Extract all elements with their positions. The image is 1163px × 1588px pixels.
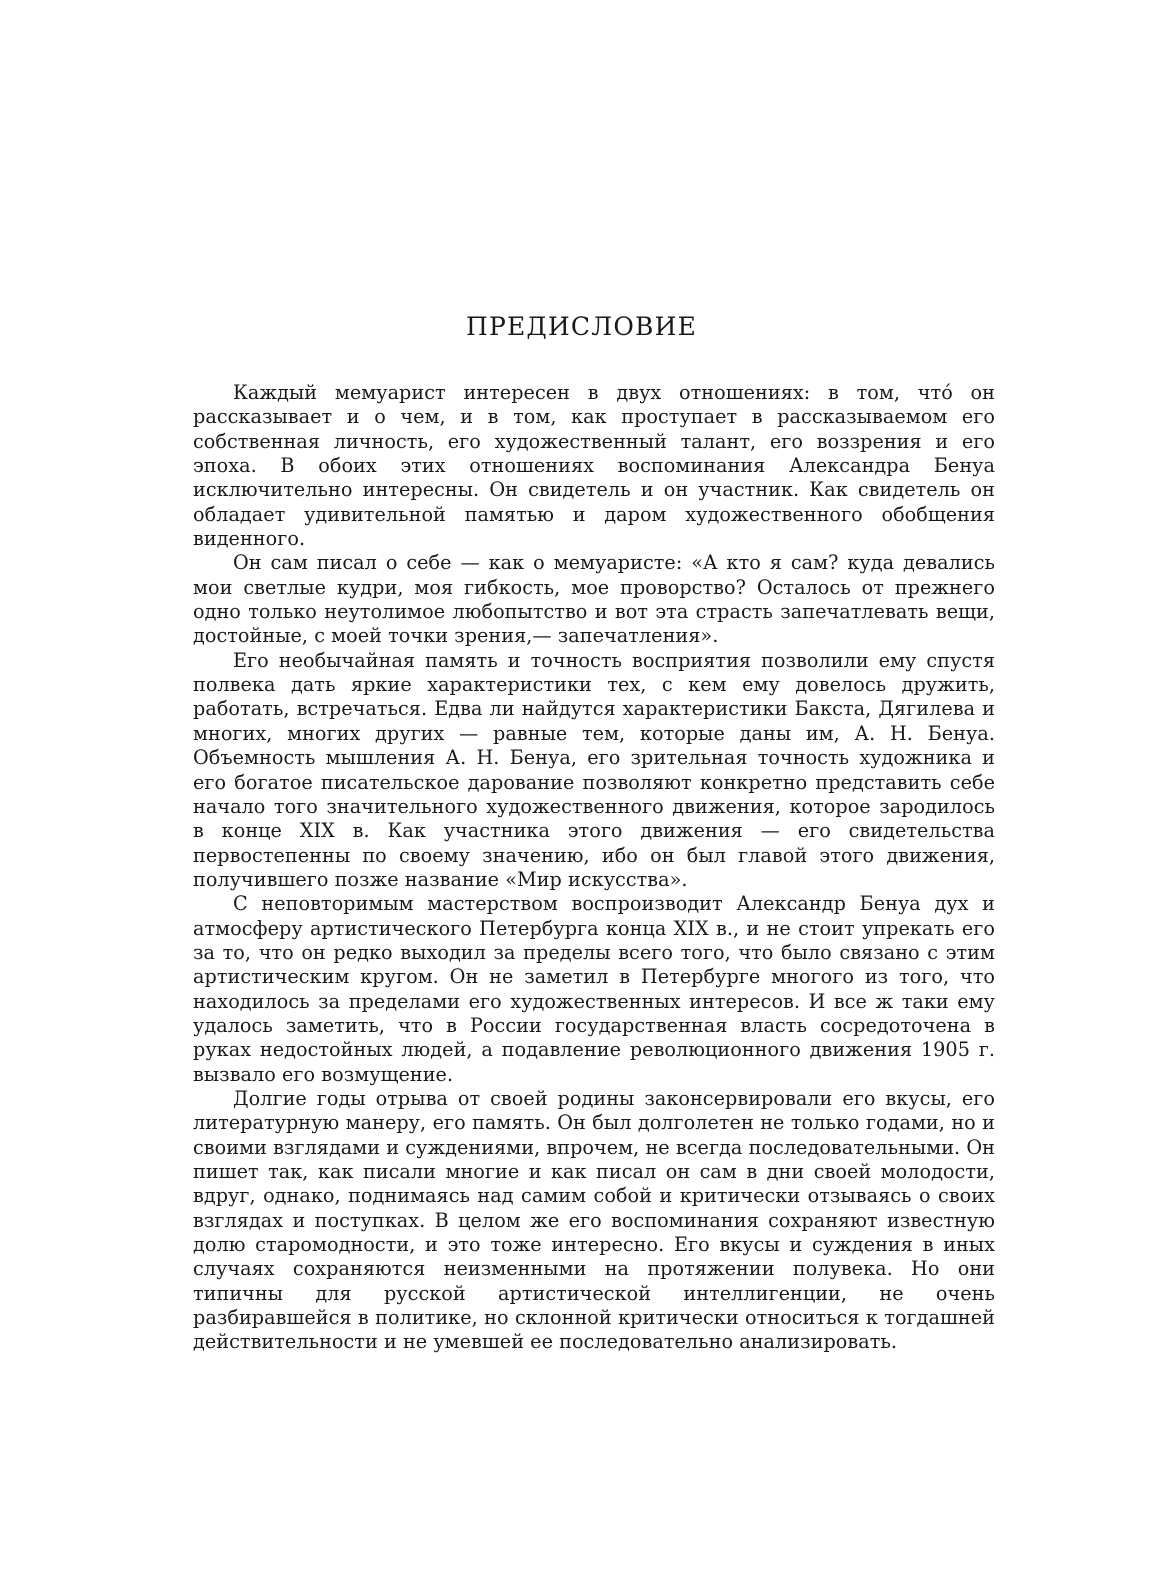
paragraph-5: Долгие годы отрыва от своей родины законсервировали его вкусы, его литературную манеру, его память. Он был долголетен не только годами, но и своими взглядами и суждениями, впрочем, не всегда последовательными. Он пишет так, как писали многие и как писал он сам в дни своей молодости, вдруг, однако, поднимаясь над самим собой и критически отзываясь о своих взглядах и поступках. В целом же его воспоминания сохраняют известную долю старомодности, и это тоже интересно. Его вкусы и суждения в иных случаях сохраняются неизменными на протяжении полувека. Но они типичны для русской артистической интеллигенции, не очень разбиравшейся в политике, но склонной критически относиться к тогдашней действительности и не умевшей ее последовательно анализировать. <box>193 1086 995 1354</box>
paragraph-4: С неповторимым мастерством воспроизводит Александр Бенуа дух и атмосферу артистического Петербурга конца XIX в., и не стоит упрекать его за то, что он редко выходил за пределы всего того, что было связано с этим артистическим кругом. Он не заметил в Петербурге многого из того, что находилось за пределами его художественных интересов. И все ж таки ему удалось заметить, что в России государственная власть сосредоточена в руках недостойных людей, а подавление революционного движения 1905 г. вызвало его возмущение. <box>193 892 995 1086</box>
paragraph-2: Он сам писал о себе — как о мемуаристе: «А кто я сам? куда девались мои светлые кудри, моя гибкость, мое проворство? Осталось от прежнего одно только неутолимое любопытство и вот эта страсть запечатлевать вещи, достойные, с моей точки зрения,— запечатления». <box>193 551 995 648</box>
paragraph-1: Каждый мемуарист интересен в двух отношениях: в том, что́ он рассказывает и о чем, и в том, как проступает в рассказываемом его собственная личность, его художественный талант, его воззрения и его эпоха. В обоих этих отношениях воспоминания Александра Бенуа исключительно интересны. Он свидетель и он участник. Как свидетель он обладает удивительной памятью и даром художественного обобщения виденного. <box>193 381 995 551</box>
preface-body <box>193 381 995 1355</box>
paragraph-3: Его необычайная память и точность восприятия позволили ему спустя полвека дать яркие характеристики тех, с кем ему довелось дружить, работать, встречаться. Едва ли найдутся характеристики Бакста, Дягилева и многих, многих других — равные тем, которые даны им, А. Н. Бенуа. Объемность мышления А. Н. Бенуа, его зрительная точность художника и его богатое писательское дарование позволяют конкретно представить себе начало того значительного художественного движения, которое зародилось в конце XIX в. Как участника этого движения — его свидетельства первостепенны по своему значению, ибо он был главой этого движения, получившего позже название «Мир искусства». <box>193 648 995 891</box>
page-title: ПРЕДИСЛОВИЕ <box>465 312 698 341</box>
